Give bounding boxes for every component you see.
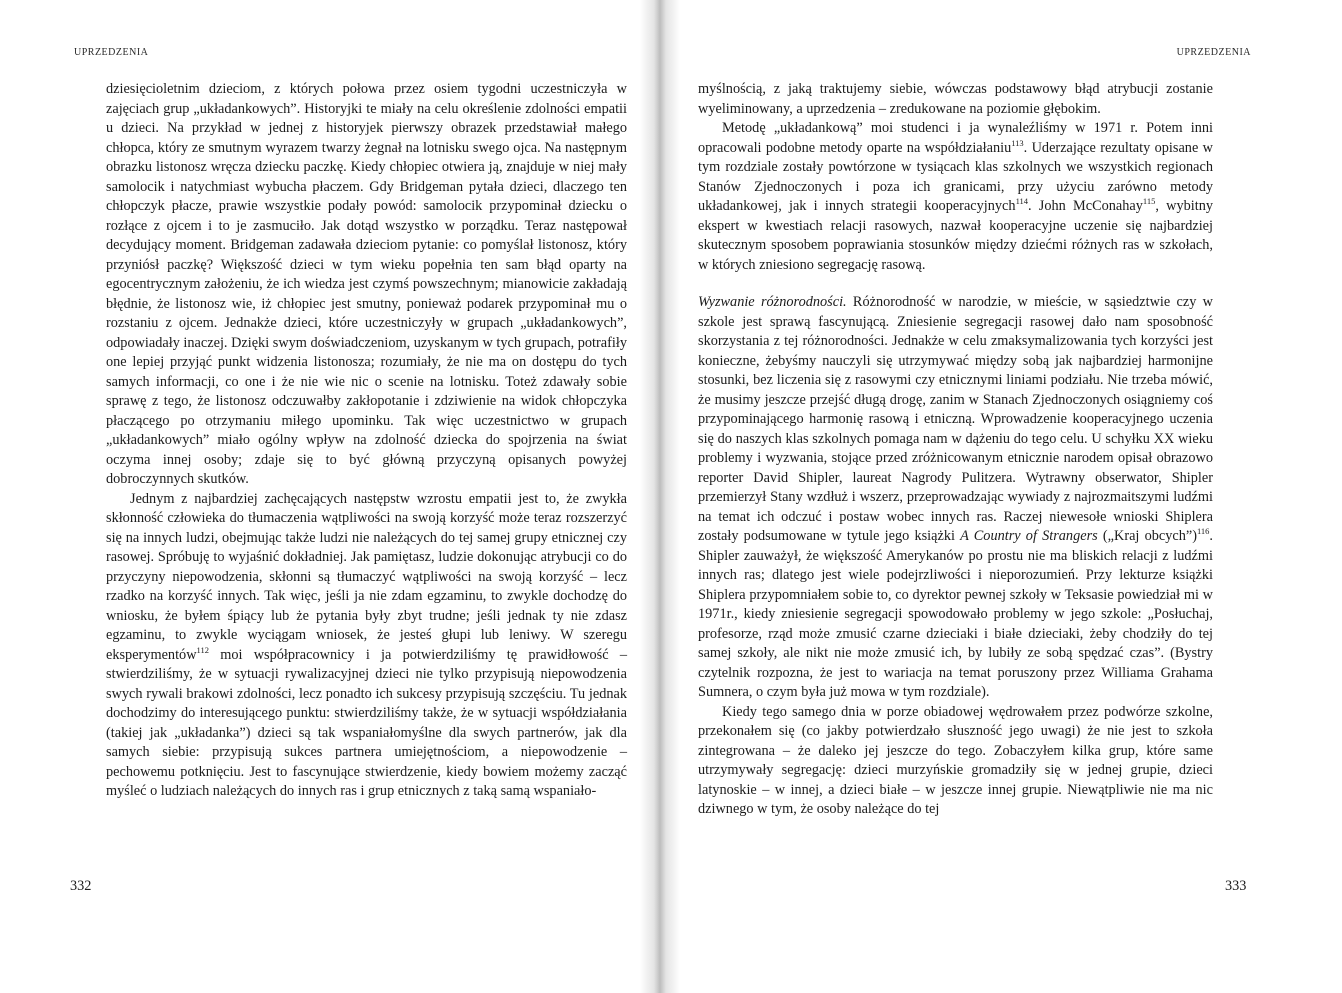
section-heading-diversity: Wyzwanie różnorodności.: [698, 294, 847, 310]
left-page-text: [106, 80, 627, 802]
page-number-left: 332: [70, 878, 92, 894]
page-number-right: 333: [1225, 878, 1247, 894]
left-page: [0, 0, 650, 993]
right-paragraph-2-part-c: . John McConahay: [1028, 198, 1143, 214]
footnote-ref-116: 116: [1196, 526, 1210, 536]
left-paragraph-2: [106, 490, 627, 802]
right-page: [680, 0, 1342, 993]
running-head-left: UPRZEDZENIA: [74, 47, 149, 58]
right-paragraph-2-part-b: . Uderzające rezultaty opisane w tym rozdziale zostały powtórzone w tysiącach klas szkolnych we wszystkich regionach Stanów Zjednoczonych i poza ich granicami, przy użyciu zarówno metody układankowej, jak i innych strategii kooperacyjnych: [698, 139, 1213, 214]
right-paragraph-2-part-a: Metodę „układankową” moi studenci i ja wynaleźliśmy w 1971 r. Potem inni opracowali podobne metody oparte na współdziałaniu: [698, 120, 1213, 156]
footnote-ref-115: 115: [1142, 196, 1156, 206]
footnote-ref-113: 113: [1011, 137, 1024, 148]
right-paragraph-1: myślnością, z jaką traktujemy siebie, wówczas podstawowy błąd atrybucji zostanie wyeliminowany, a uprzedzenia – zredukowane na poziomie głębokim.: [698, 81, 1213, 117]
right-paragraph-3-part-b: („Kraj obcych”): [1097, 528, 1197, 544]
left-paragraph-2-part-b: moi współpracownicy i ja potwierdziliśmy tę prawidłowość – stwierdziliśmy, że w sytuacji rywalizacyjnej dzieci nie tylko przypisują niepowodzenia swych rywali brakowi zdolności, lecz ponadto ich sukcesy przypisują szczęściu. Tu jednak dochodzimy do interesującego punktu: stwierdziliśmy także, że w sytuacji współdziałania (takiej jak „układanka”) dzieci są tak wspaniałomyślne dla swych partnerów, jak dla samych siebie: przypisują sukces partnera umiejętnościom, a niepowodzenie – pechowemu potknięciu. Jest to fascynujące stwierdzenie, kiedy bowiem możemy zacząć myśleć o ludziach należących do innych ras i grup etnicznych z taką samą wspaniało-: [106, 646, 627, 799]
right-paragraph-4: Kiedy tego samego dnia w porze obiadowej wędrowałem przez podwórze szkolne, przekonałem się (co jakby potwierdzało słuszność jego uwagi) że nie jest to szkoła zintegrowana – że daleko jej jeszcze do tego. Zobaczyłem kilka grup, które same utrzymywały segregację: dzieci murzyńskie gromadziły się w jednej grupie, dzieci latynoskie – w innej, a dzieci białe – w jeszcze innej grupie. Niewątpliwie nie ma nic dziwnego w tym, że osoby należące do tej: [698, 703, 1213, 817]
footnote-ref-112: 112: [196, 644, 209, 655]
running-head-right: UPRZEDZENIA: [1176, 47, 1251, 58]
right-paragraph-3-part-a: Różnorodność w narodzie, w mieście, w sąsiedztwie czy w szkole jest sprawą fascynującą. Zniesienie segregacji rasowej dało nam sposobność skorzystania z tej różnorodności. Jednakże w celu zmaksymalizowania tych korzyści jest konieczne, żebyśmy nauczyli się utrzymywać między sobą jak najbardziej harmonijne stosunki, bez liczenia się z rasowymi czy etnicznymi liniami podziału. Nie trzeba mówić, że musimy jeszcze przejść długą drogę, zanim w Stanach Zjednoczonych osiągniemy coś przypominającego harmonię rasową i etniczną. Wprowadzenie kooperacyjnego uczenia się do naszych klas szkolnych pomaga nam w dążeniu do tego celu. U schyłku XX wieku problemy i wyzwania, stojące przed zróżnicowanym etnicznie narodem opisał obrazowo reporter David Shipler, laureat Nagrody Pulitzera. Wytrawny obserwator, Shipler przemierzył Stany wzdłuż i wszerz, przeprowadzając wywiady z najrozmaitszymi ludźmi na temat ich odczuć i postaw wobec innych ras. Raczej niewesołe wnioski Shiplera zostały podsumowane w tytule jego książki: [698, 294, 1214, 544]
right-paragraph-3-part-c: . Shipler zauważył, że większość Amerykanów po prostu nie ma bliskich relacji z ludźmi innych ras; dlatego jest wiele podejrzliwości i nieporozumień. Przy lekturze książki Shiplera przypomniałem sobie to, co dyrektor pewnej szkoły w Teksasie powiedział mi w 1971r., kiedy zniesienie segregacji spowodowało problemy w jego szkole: „Posłuchaj, profesorze, rząd może zmusić czarne dzieciaki i białe dzieciaki, żeby chodziły do tej samej szkoły, ale nikt nie może zmusić ich, by lubiły ze sobą spędzać czas”. (Bystry czytelnik rozpozna, że jest to wariacja na temat poruszony przez Williama Grahama Sumnera, o czym była już mowa w tym rozdziale).: [698, 528, 1213, 700]
right-paragraph-2-part-d: , wybitny ekspert w kwestiach relacji rasowych, nazwał kooperacyjne uczenie się najbardziej skutecznym sposobem poprawiania stosunków między dziećmi różnych ras w szkołach, w których zniesiono segregację rasową.: [698, 198, 1213, 273]
right-paragraph-3: [698, 293, 1213, 703]
right-paragraph-2: [698, 119, 1213, 275]
left-paragraph-1: dziesięcioletnim dzieciom, z których połowa przez osiem tygodni uczestniczyła w zajęciach grup „układankowych”. Historyjki te miały na celu określenie zdolności empatii u dzieci. Na przykład w jednej z historyjek pierwszy obrazek przedstawiał małego chłopca, który ze smutnym wyrazem twarzy żegnał na lotnisku swego ojca. Na następnym obrazku listonosz wręcza dziecku paczkę. Kiedy chłopiec otwiera ją, znajduje w niej mały samolocik i natychmiast wybucha płaczem. Gdy Bridgeman pytała dzieci, dlaczego ten chłopczyk płacze, prawie wszystkie podały powód: samolocik przypominał dziecku o rozłące z ojcem i to je zasmuciło. Jak dotąd wszystko w porządku. Teraz następował decydujący moment. Bridgeman zadawała dzieciom pytanie: co pomyślał listonosz, który przyniósł paczkę? Większość dzieci w tym wieku popełnia ten sam błąd oparty na egocentrycznym założeniu, że ich wiedza jest czymś powszechnym; mianowicie zakładają błędnie, że listonosz wie, iż chłopiec jest smutny, ponieważ podarek przypominał mu o rozstaniu z ojcem. Jednakże dzieci, które uczestniczyły w grupach „układankowych”, odpowiadały inaczej. Dzięki swym doświadczeniom, uzyskanym w tych grupach, potrafiły one lepiej przyjąć punkt widzenia listonosza; rozumiały, że nie ma on dostępu do tych samych informacji, co one i że nie wie nic o scenie na lotnisku. Toteż zdawały sobie sprawę z tego, że listonosz odczuwałby zakłopotanie i zdziwienie na widok chłopczyka płaczącego po otrzymaniu miłego upominku. Tak więc uczestnictwo w grupach „układankowych” miało ogólny wpływ na zdolność dziecka do spojrzenia na świat oczyma innej osoby; zdaje się to być główną przyczyną opisanych powyżej dobroczynnych skutków.: [106, 81, 627, 487]
left-paragraph-2-part-a: Jednym z najbardziej zachęcających następstw wzrostu empatii jest to, że zwykła skłonność człowieka do tłumaczenia wątpliwości na swoją korzyść może teraz rozszerzyć się na innych ludzi, obejmując także ludzi nie należących do tej samej grupy etnicznej czy rasowej. Spróbuję to wyjaśnić dokładniej. Jak pamiętasz, ludzie dokonując atrybucji co do przyczyny niepowodzenia, skłonni są tłumaczyć wątpliwości na swoją korzyść – lecz rzadko na korzyść innych. Tak więc, jeśli ja nie zdam egzaminu, to zwykle dochodzę do wniosku, że byłem śpiący lub że pytania były zbyt trudne; jeśli jednak ty nie zdasz egzaminu, to zwykle wyciągam wniosek, że jesteś głupi lub leniwy. W szeregu eksperymentów: [106, 490, 627, 663]
book-title: A Country of Strangers: [960, 528, 1098, 544]
right-page-text: [698, 80, 1213, 820]
footnote-ref-114: 114: [1015, 196, 1028, 206]
